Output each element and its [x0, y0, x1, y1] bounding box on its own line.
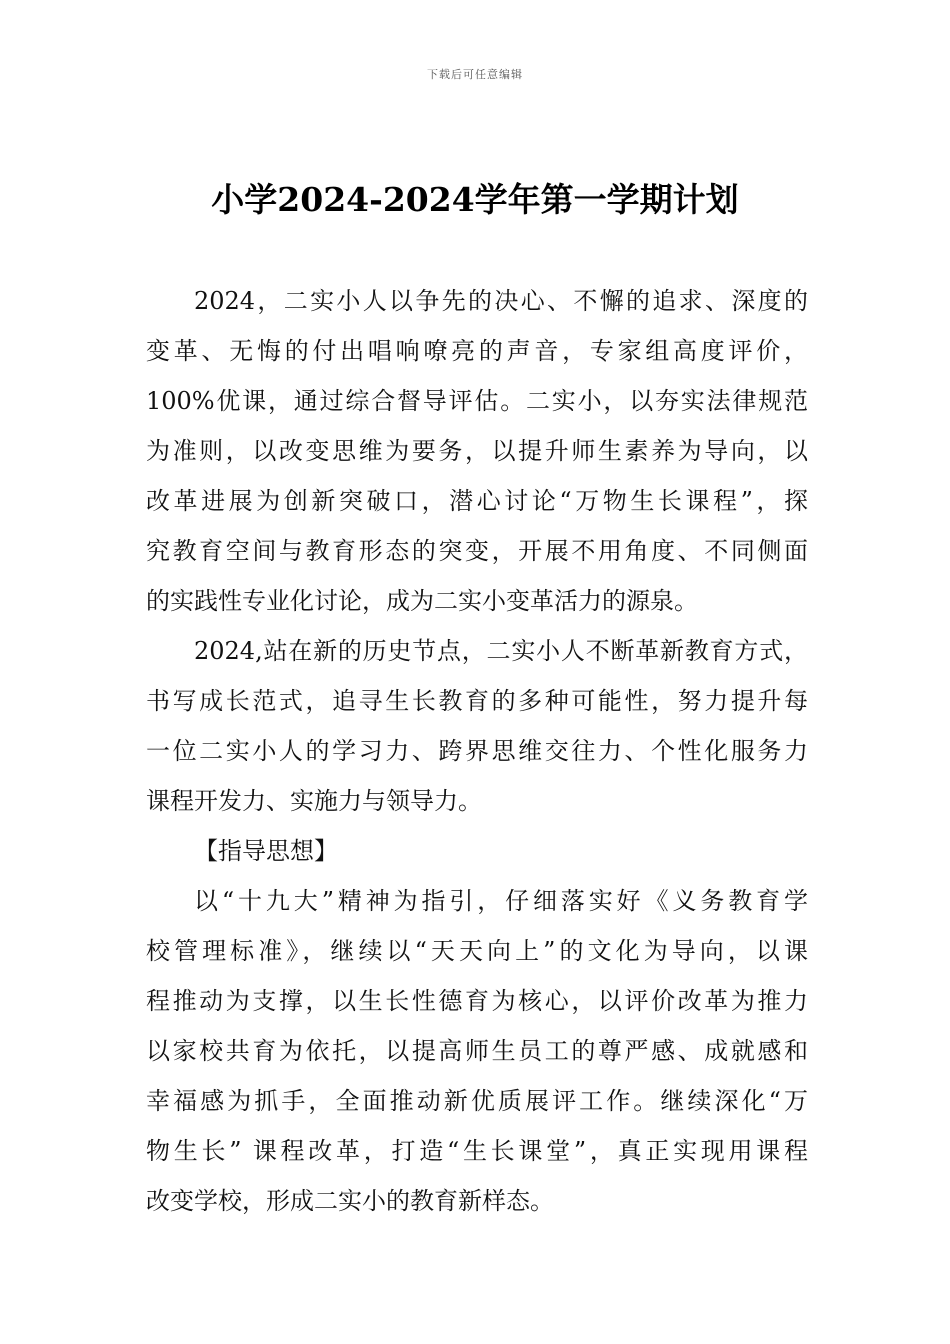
text-line: 2024，二实小人以争先的决心、不懈的追求、深度的 — [194, 287, 808, 315]
section-heading-text: 【指导思想】 — [194, 837, 338, 865]
paragraph-intro — [146, 276, 808, 626]
paragraph-guiding-thought — [146, 876, 808, 1226]
text-line: 物生长” 课程改革，打造“生长课堂”，真正实现用课程 — [146, 1137, 808, 1165]
document-title: 小学2024-2024学年第一学期计划 — [211, 180, 739, 219]
text-line: 改革进展为创新突破口，潜心讨论“万物生长课程”，探 — [146, 487, 808, 515]
text-line: 为准则，以改变思维为要务，以提升师生素养为导向，以 — [146, 437, 808, 465]
text-line: 课程开发力、实施力与领导力。 — [146, 787, 482, 815]
text-line: 以“十九大”精神为指引，仔细落实好《义务教育学 — [194, 887, 808, 915]
text-line: 一位二实小人的学习力、跨界思维交往力、个性化服务力 — [146, 737, 808, 765]
section-heading — [146, 826, 808, 876]
document-body — [146, 276, 808, 1226]
text-line: 究教育空间与教育形态的突变，开展不用角度、不同侧面 — [146, 537, 808, 565]
text-line: 的实践性专业化讨论，成为二实小变革活力的源泉。 — [146, 587, 698, 615]
text-line: 以家校共育为依托，以提高师生员工的尊严感、成就感和 — [146, 1037, 808, 1065]
text-line: 校管理标准》，继续以“天天向上”的文化为导向，以课 — [146, 937, 808, 965]
text-line: 100%优课，通过综合督导评估。二实小，以夯实法律规范 — [146, 387, 808, 415]
text-line: 改变学校，形成二实小的教育新样态。 — [146, 1187, 554, 1215]
text-line: 书写成长范式，追寻生长教育的多种可能性，努力提升每 — [146, 687, 808, 715]
header-note: 下载后可任意编辑 — [427, 68, 523, 81]
text-line: 幸福感为抓手，全面推动新优质展评工作。继续深化“万 — [146, 1087, 808, 1115]
paragraph-vision — [146, 626, 808, 826]
text-line: 程推动为支撑，以生长性德育为核心，以评价改革为推力 — [146, 987, 808, 1015]
text-line: 变革、无悔的付出唱响嘹亮的声音，专家组高度评价， — [146, 337, 808, 365]
text-line: 2024,站在新的历史节点，二实小人不断革新教育方式， — [194, 637, 808, 665]
